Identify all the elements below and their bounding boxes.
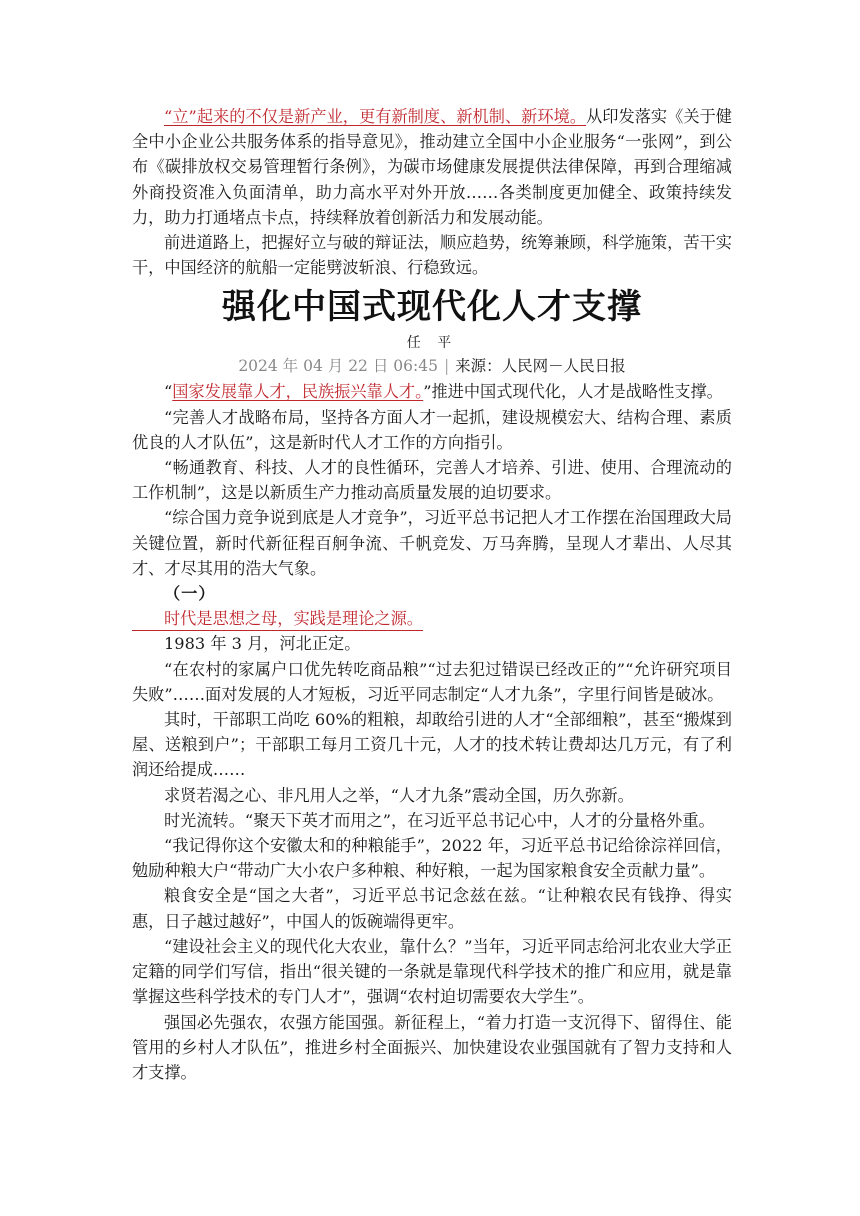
section-heading-1: （一） <box>164 584 216 604</box>
paragraph-i: “我记得你这个安徽太和的种粮能手”，2022 年，习近平总书记给徐淙祥回信，勉励种粮大户“带动广大小农户多种粮、种好粮，一起为国家粮食安全贡献力量”。 <box>132 836 732 881</box>
quote-paragraph <box>132 379 732 404</box>
meta-separator: | <box>443 357 450 376</box>
paragraph-b: “畅通教育、科技、人才的良性循环，完善人才培养、引进、使用、合理流动的工作机制”，这是以新质生产力推动高质量发展的迫切要求。 <box>132 458 732 503</box>
paragraph-j: 粮食安全是“国之大者”，习近平总书记念兹在兹。“让种粮农民有钱挣、得实惠，日子越过越好”，中国人的饭碗端得更牢。 <box>132 886 732 931</box>
intro-paragraph-2: 前进道路上，把握好立与破的辩证法，顺应趋势，统筹兼顾，科学施策，苦干实干，中国经济的航船一定能劈波斩浪、行稳致远。 <box>132 233 732 278</box>
article-meta <box>132 354 732 379</box>
red-line-text: 时代是思想之母，实践是理论之源。 <box>132 608 423 631</box>
paragraph-k: “建设社会主义的现代化大农业，靠什么？”当年，习近平同志给河北农业大学正定籍的同学们写信，指出“很关键的一条就是靠现代科学技术的推广和应用，就是靠掌握这些科学技术的专门人才”，强调“农村迫切需要农大学生”。 <box>132 936 732 1007</box>
document-body <box>132 104 732 1085</box>
article-source: 来源：人民网－人民日报 <box>455 357 626 376</box>
article-title: 强化中国式现代化人才支撑 <box>222 287 642 328</box>
red-line-paragraph <box>132 606 732 631</box>
quote-open: “ <box>164 382 173 402</box>
paragraph-d: 1983 年 3 月，河北正定。 <box>164 634 361 654</box>
article-author: 任 平 <box>406 335 458 352</box>
paragraph-e: “在农村的家属户口优先转吃商品粮”“过去犯过错误已经改正的”“允许研究项目失败”……面对发展的人才短板，习近平同志制定“人才九条”，字里行间皆是破冰。 <box>132 659 732 704</box>
paragraph-g: 求贤若渴之心、非凡用人之举，“人才九条”震动全国，历久弥新。 <box>164 785 634 805</box>
paragraph-f: 其时，干部职工尚吃 60%的粗粮，却敢给引进的人才“全部细粮”，甚至“搬煤到屋、送粮到户”；干部职工每月工资几十元，人才的技术转让费却达几万元，有了利润还给提成…… <box>132 710 732 780</box>
paragraph-a: “完善人才战略布局，坚持各方面人才一起抓，建设规模宏大、结构合理、素质优良的人才队伍”，这是新时代人才工作的方向指引。 <box>132 407 732 452</box>
quote-rest: ”推进中国式现代化，人才是战略性支撑。 <box>423 382 723 402</box>
intro-paragraph-1-text: 从印发落实《关于健全中小企业公共服务体系的指导意见》，推动建立全国中小企业服务“一张网”，到公布《碳排放权交易管理暂行条例》，为碳市场健康发展提供法律保障，再到合理缩减外商投资准入负面清单，助力高水平对外开放……各类制度更加健全、政策持续发力，助力打通堵点卡点，持续释放着创新活力和发展动能。 <box>132 107 732 227</box>
intro-paragraph-1 <box>132 104 732 230</box>
paragraph-l: 强国必先强农，农强方能国强。新征程上，“着力打造一支沉得下、留得住、能管用的乡村人才队伍”，推进乡村全面振兴、加快建设农业强国就有了智力支持和人才支撑。 <box>132 1012 732 1082</box>
paragraph-c: “综合国力竞争说到底是人才竞争”，习近平总书记把人才工作摆在治国理政大局关键位置，新时代新征程百舸争流、千帆竞发、万马奔腾，呈现人才辈出、人尽其才、才尽其用的浩大气象。 <box>132 508 732 578</box>
quote-highlight: 国家发展靠人才，民族振兴靠人才。 <box>172 382 424 402</box>
article-date: 2024 年 04 月 22 日 06:45 <box>238 357 438 376</box>
intro-highlight: “立”起来的不仅是新产业，更有新制度、新机制、新环境。 <box>164 107 587 126</box>
paragraph-h: 时光流转。“聚天下英才而用之”，在习近平总书记心中，人才的分量格外重。 <box>164 810 715 830</box>
